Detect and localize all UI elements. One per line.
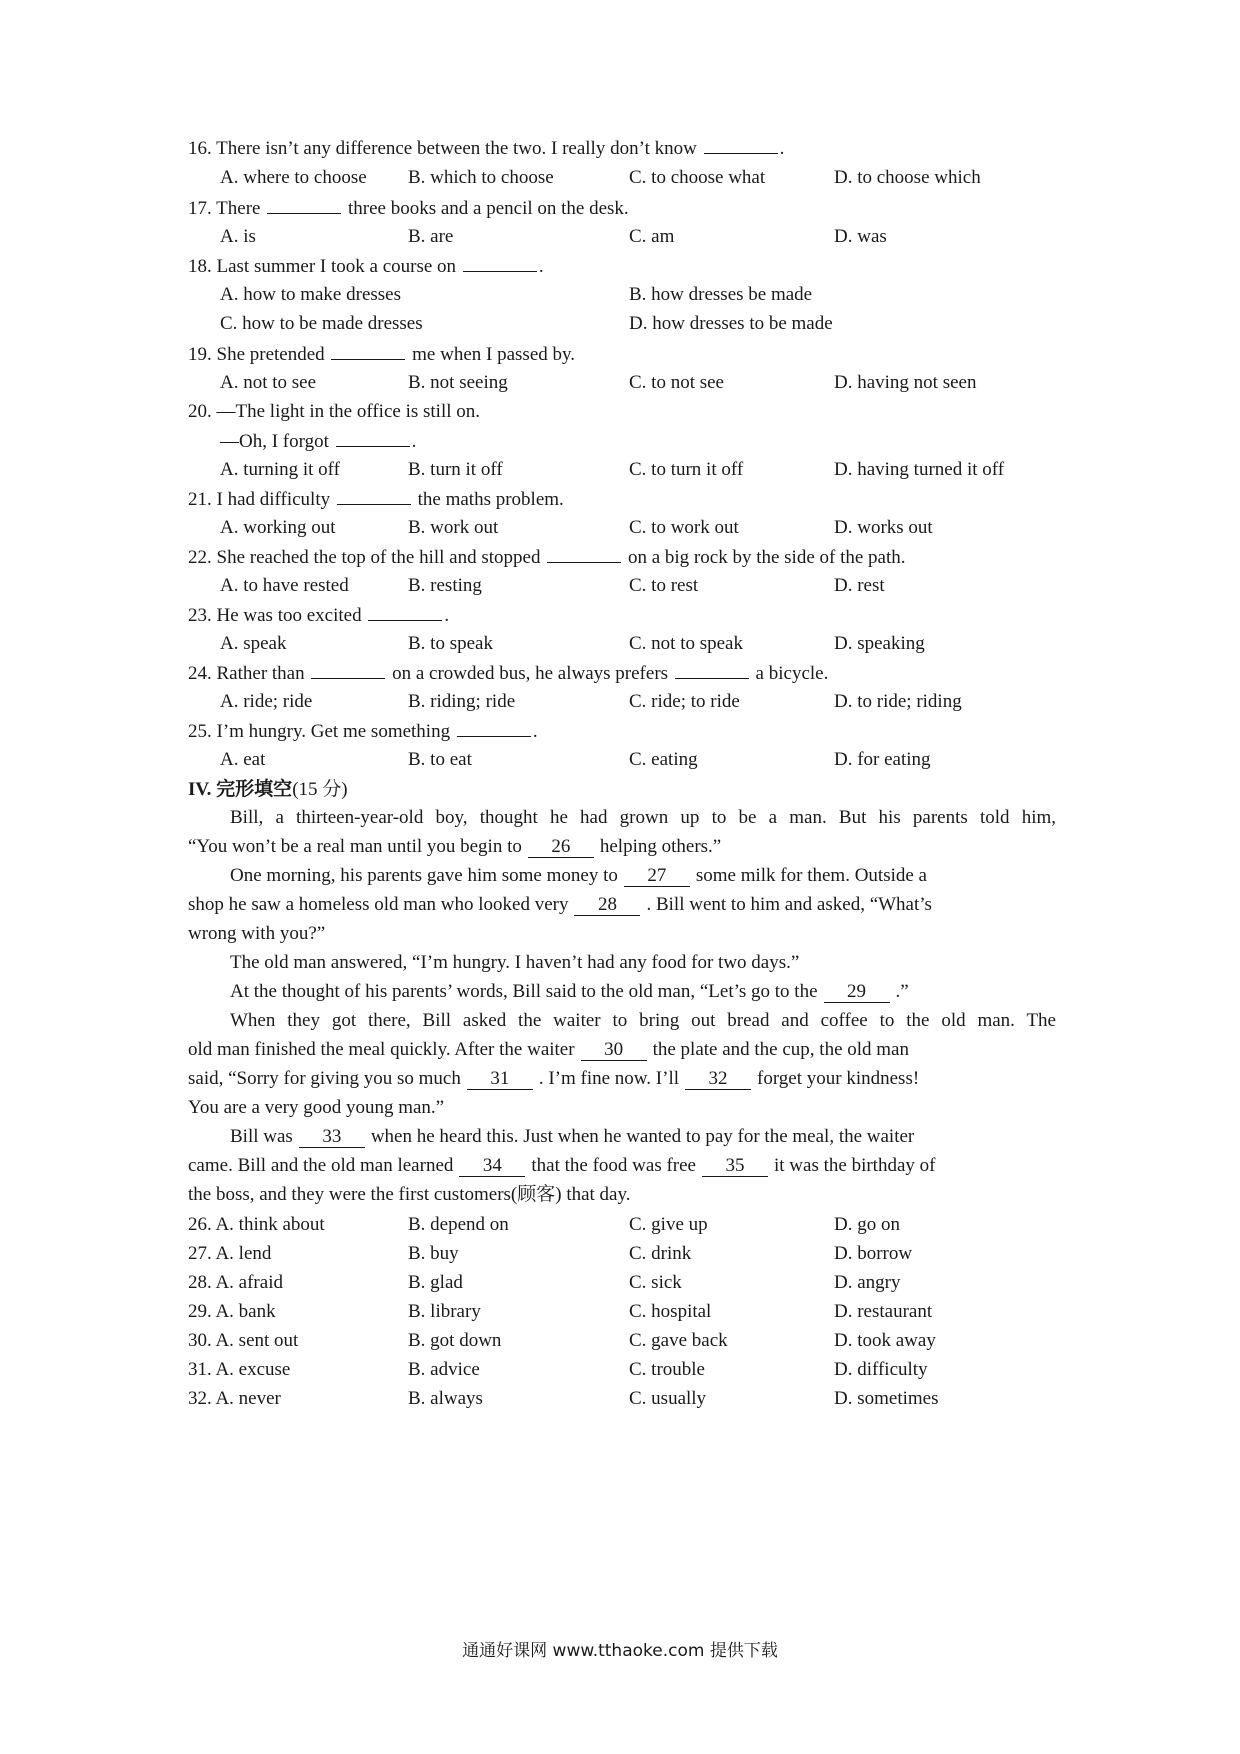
option-a: A. is xyxy=(220,226,256,247)
cloze-option: 28. A. afraid xyxy=(188,1272,283,1293)
option-b: B. not seeing xyxy=(408,372,508,393)
cloze-option: 30. A. sent out xyxy=(188,1330,299,1351)
answer-blank xyxy=(457,719,531,737)
question-23: 23. He was too excited . xyxy=(188,605,450,626)
passage-line: When they got there, Bill asked the waiter to bring out bread and coffee to the old man. The xyxy=(230,1010,1056,1031)
passage-line: At the thought of his parents’ words, Bill said to the old man, “Let’s go to the 29 .” xyxy=(230,981,909,1002)
option-a: A. eat xyxy=(220,749,266,770)
question-16: 16. There isn’t any difference between the two. I really don’t know . xyxy=(188,138,785,159)
cloze-blank-33: 33 xyxy=(299,1127,365,1148)
option-d: D. to ride; riding xyxy=(834,691,962,712)
option-a: A. where to choose xyxy=(220,167,367,188)
cloze-option: 31. A. excuse xyxy=(188,1359,291,1380)
cloze-option: B. always xyxy=(408,1388,483,1409)
option-b: B. resting xyxy=(408,575,482,596)
answer-blank xyxy=(368,603,442,621)
option-c: C. eating xyxy=(629,749,698,770)
cloze-option: B. glad xyxy=(408,1272,463,1293)
question-18: 18. Last summer I took a course on . xyxy=(188,256,544,277)
cloze-option: B. got down xyxy=(408,1330,502,1351)
option-a: A. ride; ride xyxy=(220,691,313,712)
option-b: B. which to choose xyxy=(408,167,554,188)
option-c: C. to not see xyxy=(629,372,724,393)
question-20-reply: —Oh, I forgot . xyxy=(220,431,417,452)
answer-blank xyxy=(547,545,621,563)
cloze-blank-30: 30 xyxy=(581,1040,647,1061)
cloze-blank-29: 29 xyxy=(824,982,890,1003)
cloze-option: C. gave back xyxy=(629,1330,728,1351)
cloze-option: D. sometimes xyxy=(834,1388,939,1409)
passage-line: Bill was 33 when he heard this. Just when he wanted to pay for the meal, the waiter xyxy=(230,1126,915,1147)
option-d: D. to choose which xyxy=(834,167,981,188)
option-d: D. having not seen xyxy=(834,372,977,393)
cloze-option: B. library xyxy=(408,1301,481,1322)
passage-line: The old man answered, “I’m hungry. I haven’t had any food for two days.” xyxy=(230,952,800,973)
option-d: D. was xyxy=(834,226,887,247)
passage-line: You are a very good young man.” xyxy=(188,1097,445,1118)
cloze-option: D. go on xyxy=(834,1214,900,1235)
answer-blank xyxy=(311,661,385,679)
cloze-option: C. give up xyxy=(629,1214,708,1235)
passage-line: One morning, his parents gave him some money to 27 some milk for them. Outside a xyxy=(230,865,927,886)
option-c: C. not to speak xyxy=(629,633,743,654)
option-a: A. to have rested xyxy=(220,575,349,596)
question-19: 19. She pretended me when I passed by. xyxy=(188,344,576,365)
cloze-blank-26: 26 xyxy=(528,837,594,858)
option-a: A. how to make dresses xyxy=(220,284,401,305)
answer-blank xyxy=(704,136,778,154)
section-heading: IV. 完形填空(15 分) xyxy=(188,778,348,800)
answer-blank xyxy=(267,196,341,214)
option-c: C. to turn it off xyxy=(629,459,744,480)
option-b: B. how dresses be made xyxy=(629,284,813,305)
option-c: C. ride; to ride xyxy=(629,691,740,712)
cloze-option: B. advice xyxy=(408,1359,480,1380)
option-d: D. for eating xyxy=(834,749,931,770)
cloze-option: C. usually xyxy=(629,1388,707,1409)
option-b: B. to eat xyxy=(408,749,472,770)
passage-line: came. Bill and the old man learned 34 that the food was free 35 it was the birthday of xyxy=(188,1155,936,1176)
passage-line: old man finished the meal quickly. After the waiter 30 the plate and the cup, the old man xyxy=(188,1039,909,1060)
cloze-option: C. hospital xyxy=(629,1301,712,1322)
cloze-option: D. took away xyxy=(834,1330,936,1351)
passage-line: “You won’t be a real man until you begin to 26 helping others.” xyxy=(188,836,722,857)
question-25: 25. I’m hungry. Get me something . xyxy=(188,721,538,742)
question-20: 20. —The light in the office is still on. xyxy=(188,401,481,422)
cloze-option: B. depend on xyxy=(408,1214,509,1235)
answer-blank xyxy=(463,254,537,272)
option-a: A. not to see xyxy=(220,372,317,393)
option-b: B. to speak xyxy=(408,633,493,654)
option-d: D. speaking xyxy=(834,633,925,654)
option-d: D. how dresses to be made xyxy=(629,313,833,334)
cloze-option: C. sick xyxy=(629,1272,682,1293)
cloze-option: D. borrow xyxy=(834,1243,913,1264)
option-b: B. turn it off xyxy=(408,459,503,480)
cloze-option: 29. A. bank xyxy=(188,1301,276,1322)
cloze-option: 27. A. lend xyxy=(188,1243,272,1264)
passage-line: shop he saw a homeless old man who looked very 28 . Bill went to him and asked, “What’s xyxy=(188,894,932,915)
cloze-option: D. angry xyxy=(834,1272,901,1293)
cloze-blank-32: 32 xyxy=(685,1069,751,1090)
question-17: 17. There three books and a pencil on the desk. xyxy=(188,198,629,219)
cloze-blank-28: 28 xyxy=(574,895,640,916)
answer-blank xyxy=(336,429,410,447)
option-c: C. am xyxy=(629,226,675,247)
option-d: D. works out xyxy=(834,517,933,538)
cloze-blank-35: 35 xyxy=(702,1156,768,1177)
passage-line: wrong with you?” xyxy=(188,923,326,944)
option-b: B. riding; ride xyxy=(408,691,516,712)
question-21: 21. I had difficulty the maths problem. xyxy=(188,489,564,510)
cloze-option: 26. A. think about xyxy=(188,1214,325,1235)
question-22: 22. She reached the top of the hill and stopped on a big rock by the side of the path. xyxy=(188,547,906,568)
answer-blank xyxy=(675,661,749,679)
passage-line: said, “Sorry for giving you so much 31 . I’m fine now. I’ll 32 forget your kindness! xyxy=(188,1068,920,1089)
option-c: C. to work out xyxy=(629,517,739,538)
option-d: D. having turned it off xyxy=(834,459,1005,480)
passage-line: Bill, a thirteen-year-old boy, thought he had grown up to be a man. But his parents told him, xyxy=(230,807,1056,828)
passage-line: the boss, and they were the first customers(顾客) that day. xyxy=(188,1184,631,1205)
cloze-blank-31: 31 xyxy=(467,1069,533,1090)
option-d: D. rest xyxy=(834,575,885,596)
page-footer: 通通好课网 www.tthaoke.com 提供下载 xyxy=(462,1641,778,1661)
cloze-blank-34: 34 xyxy=(459,1156,525,1177)
option-b: B. are xyxy=(408,226,454,247)
cloze-option: D. difficulty xyxy=(834,1359,928,1380)
option-c: C. how to be made dresses xyxy=(220,313,423,334)
cloze-option: C. trouble xyxy=(629,1359,705,1380)
option-a: A. working out xyxy=(220,517,336,538)
answer-blank xyxy=(337,487,411,505)
cloze-option: 32. A. never xyxy=(188,1388,281,1409)
option-a: A. speak xyxy=(220,633,287,654)
option-c: C. to choose what xyxy=(629,167,766,188)
cloze-blank-27: 27 xyxy=(624,866,690,887)
option-a: A. turning it off xyxy=(220,459,340,480)
cloze-option: B. buy xyxy=(408,1243,459,1264)
cloze-option: C. drink xyxy=(629,1243,692,1264)
option-c: C. to rest xyxy=(629,575,699,596)
answer-blank xyxy=(331,342,405,360)
question-24: 24. Rather than on a crowded bus, he always prefers a bicycle. xyxy=(188,663,829,684)
cloze-option: D. restaurant xyxy=(834,1301,933,1322)
option-b: B. work out xyxy=(408,517,499,538)
